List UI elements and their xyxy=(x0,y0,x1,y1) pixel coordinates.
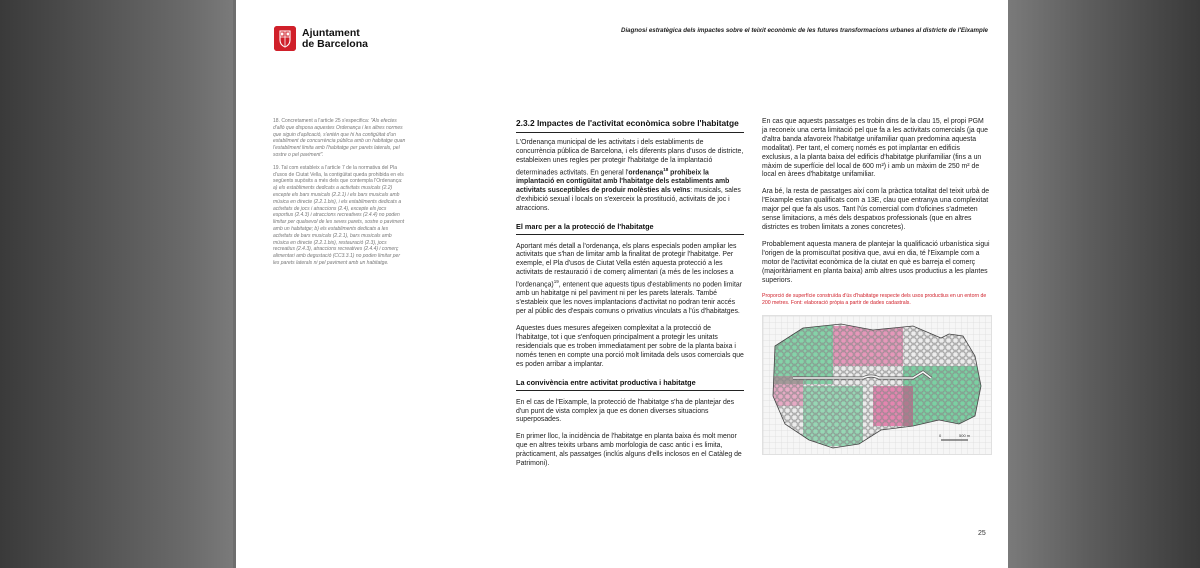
scale-end-label: 500 m xyxy=(959,433,971,439)
main-column xyxy=(516,118,744,477)
map-graphic xyxy=(763,316,991,454)
document-page xyxy=(236,0,1008,568)
paragraph-eixample: En el cas de l'Eixample, la protecció de l'habitatge s'ha de plantejar des d'un punt de vista complex ja que es donen diverses situacions superposades. xyxy=(516,398,735,424)
paragraph-ordenanca: L'Ordenança municipal de les activitats i dels establiments de concurrència pública de Barcelona, i els diferents plans d'usos de districte, estableixen unes regles per protegir l'habitatge de la implantació determinades activitats. En general l'ordenança$^{18}$ prohibeix la implantació en contigüitat amb l'habitatge dels establiments amb activitats susceptibles de produir molèsties als veïns: musicals, sales d'exhibició sexual i locals on s'exerceix la prostitució, activitats de joc i atraccions. xyxy=(516,139,744,212)
paragraph-13e: Ara bé, la resta de passatges així com la pràctica totalitat del teixit urbà de l'Eixample estan qualificats com a 13E, clau que entranya una complexitat major pel que fa als usos. Tant l'ús comercial com d'oficines s'admeten sense limitacions, a més dels despatxos professionals (que en altres districtes es troben limitats a zones concretes). xyxy=(762,188,990,231)
scale-start-label: 0 xyxy=(939,433,942,439)
paragraph-complexitat: Aquestes dues mesures afegeixen complexitat a la protecció de l'habitatge, tot i que s'enfoquen principalment a protegir les unitats residencials que es troben immediatament per sobre de la planta baixa i només tenen en compte una porció molt limitada dels usos comercials que es poden arribar a implantar. xyxy=(516,325,744,368)
ajuntament-logo xyxy=(274,26,368,56)
viewer-background-left xyxy=(0,0,233,568)
page-number: 25 xyxy=(978,530,986,537)
footnote-18: 18. Concretament a l'article 25 s'especifica: "Als efectes d'allò que disposa aquestes Ordenança i les altres normes que siguin d'aplicació, s'entén que hi ha contigüitat d'un establiment de concurrència pública amb un habitatge quan l'establiment limita amb l'habitatge per parets laterals, pel sostre o pel paviment". xyxy=(273,118,406,158)
document-header-title: Diagnosi estratègica dels impactes sobre el teixit econòmic de les futures transformacions urbanes al districte de l'Eixample xyxy=(620,27,988,34)
eixample-map xyxy=(762,315,992,455)
city-shield-icon xyxy=(274,26,296,51)
footnote-19: 19. Tal com estableix a l'article 7 de la normativa del Pla d'usos de Ciutat Vella, la contigüitat queda prohibida en els següents supòsits a més dels que contempla l'Ordenança: a) els establiments dedicats a activitats musicals (2.2) excepte els bars musicals (2.2.1) i els bars musicals amb música en directe (2.2.1.bis), i els establiments dedicats a activitats de jocs i atraccions (2.4), excepte els jocs esportius (2.4.3) i atraccions recreatives (2.4.4) no poden limitar per qualsevol de les seves parets, sostre o paviment amb un habitatge; b) els establiments dedicats a les activitats de bars musicals (2.2.1), bars musicals amb música en directe (2.2.1.bis), restauració (2.3), jocs recreatius (2.4.3), atraccions recreatives (2.4.4) i comerç alimentari amb degustació (CC3.3.1) no poden limitar per les parets laterals ni pel paviment amb un habitatge. xyxy=(273,164,405,266)
paragraph-plans-especials: Aportant més detall a l'ordenança, els plans especials poden ampliar les activitats que s'han de limitar amb la finalitat de protegir l'habitatge. Per exemple, el Pla d'usos de Ciutat Vella estén aquesta protecció a les activitats de restauració i de comerç alimentari (a més de les incloses a l'ordenança)$^{19}$, entenent que aquests tipus d'establiments no poden limitar amb un habitatge ni pel paviment ni per les parets laterals. També s'estableix que les noves implantacions d'activitat no podran tenir accés per al públic des d'espais comuns o privatius vinculats a l'ús d'habitatges. xyxy=(516,242,743,316)
logo-line-1: Ajuntament xyxy=(302,27,360,39)
viewer-background-right xyxy=(1008,0,1200,568)
right-column xyxy=(762,118,990,455)
subsection-title-convivencia: La convivència entre activitat productiva i habitatge xyxy=(516,378,744,391)
paragraph-promiscuitat: Probablement aquesta manera de plantejar la qualificació urbanística sigui l'origen de la promiscuïtat positiva que, avui en dia, té l'Eixample com a motor de l'activitat econòmica de la ciutat en què es barreja el comerç (majoritàriament en planta baixa) amb altres usos productius a les plantes superiors. xyxy=(762,240,990,284)
map-caption: Proporció de superfície construïda d'ús d'habitatge respecte dels usos productius en un entorn de 200 metres. Font: elaboració pròpia a partir de dades cadastrals. xyxy=(762,293,987,307)
subsection-title-marc: El marc per a la protecció de l'habitatge xyxy=(516,222,744,235)
footnotes xyxy=(273,118,407,273)
section-title: 2.3.2 Impactes de l'activitat econòmica sobre l'habitatge xyxy=(516,118,744,133)
paragraph-clau-15: En cas que aquests passatges es trobin dins de la clau 15, el propi PGM ja reconeix una certa limitació pel que fa a les activitats comercials (ja que d'altra banda afavoreix l'habitatge unifamiliar quan predomina aquesta modalitat). Per tant, el comerç només es pot implantar en edificis exclusius, a la planta baixa del edificis d'habitatge plurifamiliar (fins a un màxim de superfície del local de 600 m²) i amb un màxim de 250 m² de local en àrees d'habitatge unifamiliar. xyxy=(762,118,988,179)
paragraph-primer-lloc: En primer lloc, la incidència de l'habitatge en planta baixa és molt menor que en altres teixits urbans amb morfologia de casc antic i es limita, pràcticament, als passatges (inclús alguns d'ells inclosos en el Catàleg de Patrimoni). xyxy=(516,433,742,468)
logo-line-2: de Barcelona xyxy=(302,38,368,50)
